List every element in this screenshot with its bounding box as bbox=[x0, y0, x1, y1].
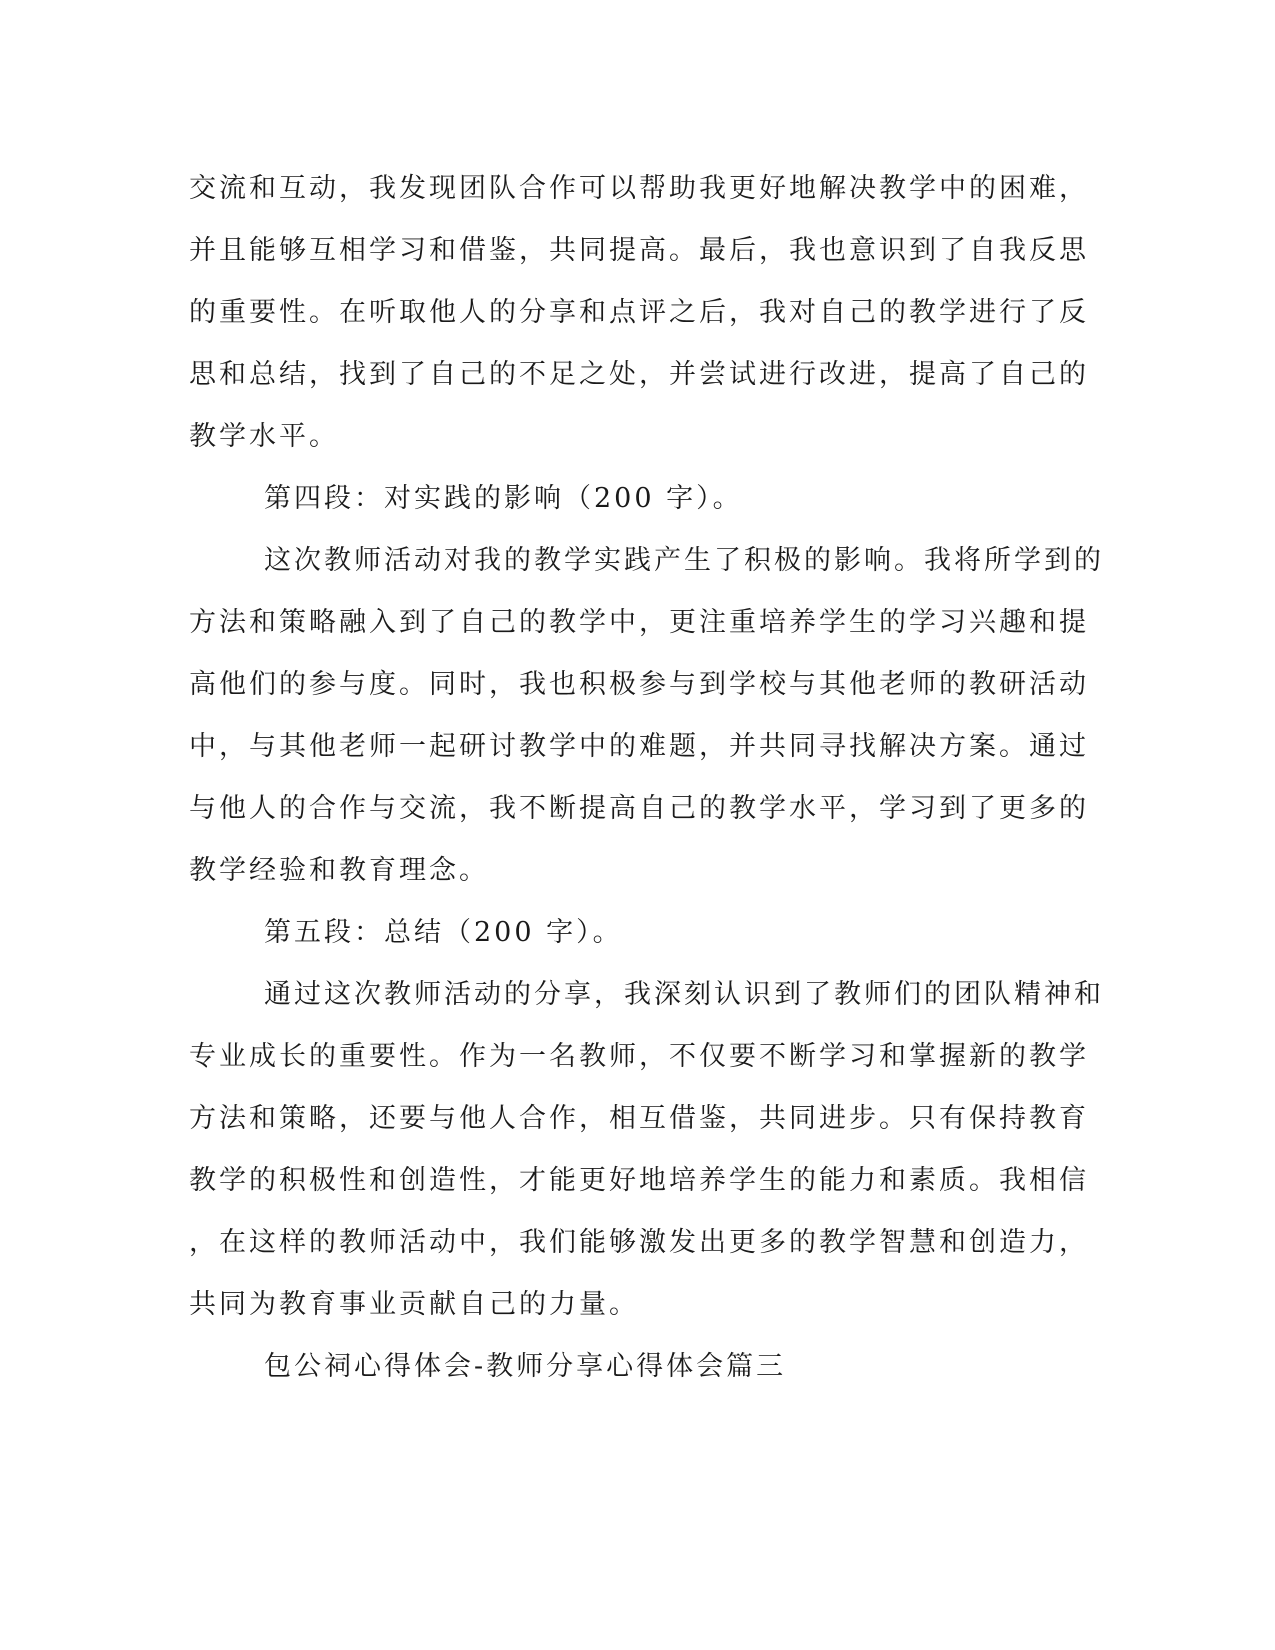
text-line: 的重要性。在听取他人的分享和点评之后，我对自己的教学进行了反 bbox=[189, 297, 1089, 328]
section-heading: 包公祠心得体会-教师分享心得体会篇三 bbox=[264, 1351, 787, 1382]
text-line: 方法和策略，还要与他人合作，相互借鉴，共同进步。只有保持教育 bbox=[189, 1103, 1089, 1134]
text-line: 专业成长的重要性。作为一名教师，不仅要不断学习和掌握新的教学 bbox=[189, 1041, 1089, 1072]
text-line: 教学的积极性和创造性，才能更好地培养学生的能力和素质。我相信 bbox=[189, 1165, 1089, 1196]
text-line: 中，与其他老师一起研讨教学中的难题，并共同寻找解决方案。通过 bbox=[189, 731, 1089, 762]
text-line: 方法和策略融入到了自己的教学中，更注重培养学生的学习兴趣和提 bbox=[189, 607, 1089, 638]
text-line: 这次教师活动对我的教学实践产生了积极的影响。我将所学到的 bbox=[264, 545, 1104, 576]
text-line: 并且能够互相学习和借鉴，共同提高。最后，我也意识到了自我反思 bbox=[189, 235, 1089, 266]
text-line: 教学经验和教育理念。 bbox=[189, 855, 489, 886]
text-line: 教学水平。 bbox=[189, 421, 339, 452]
document-body bbox=[189, 158, 1104, 1398]
text-line: 高他们的参与度。同时，我也积极参与到学校与其他老师的教研活动 bbox=[189, 669, 1089, 700]
section-heading: 第四段：对实践的影响（200 字）。 bbox=[264, 483, 743, 514]
text-line: 共同为教育事业贡献自己的力量。 bbox=[189, 1289, 639, 1320]
text-line: 与他人的合作与交流，我不断提高自己的教学水平，学习到了更多的 bbox=[189, 793, 1089, 824]
text-line: 思和总结，找到了自己的不足之处，并尝试进行改进，提高了自己的 bbox=[189, 359, 1089, 390]
text-line: ，在这样的教师活动中，我们能够激发出更多的教学智慧和创造力， bbox=[189, 1227, 1089, 1258]
section-heading: 第五段：总结（200 字）。 bbox=[264, 917, 623, 948]
text-line: 通过这次教师活动的分享，我深刻认识到了教师们的团队精神和 bbox=[264, 979, 1104, 1010]
text-line: 交流和互动，我发现团队合作可以帮助我更好地解决教学中的困难， bbox=[189, 173, 1089, 204]
